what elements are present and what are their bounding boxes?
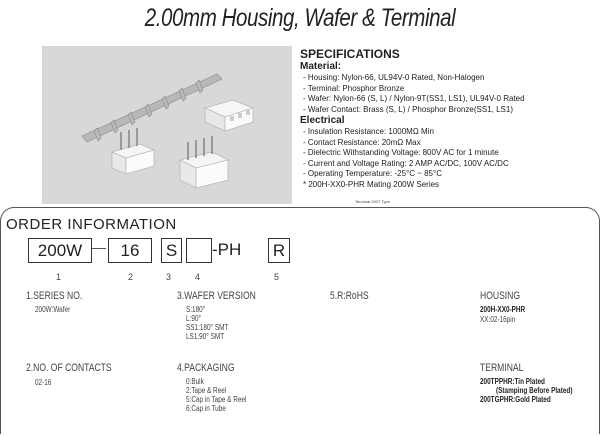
electrical-list [303,127,509,190]
terminal-title: TERMINAL [480,362,524,374]
contacts-value: 02-16 [35,378,52,387]
packaging-list [186,377,261,413]
code-number: 5 [274,272,280,282]
packaging-line: 6:Cap in Tube [186,404,226,413]
photo-caption: Terminal 200T Type [355,199,390,204]
electrical-heading: Electrical [300,115,345,126]
electrical-line: - Operating Temperature: -25°C ~ 85°C [303,169,442,178]
electrical-line: * 200H-XX0-PHR Mating 200W Series [303,179,440,189]
electrical-line: - Insulation Resistance: 1000MΩ Min [303,127,434,136]
material-heading: Material: [300,61,342,72]
code-dash [92,248,106,249]
series-title: 1.SERIES NO. [26,290,83,302]
electrical-line: - Current and Voltage Rating: 2 AMP AC/DC, 100V AC/DC [303,158,509,168]
material-line: - Wafer: Nylon-66 (S, L) / Nylon-9T(SS1, LS1), UL94V-0 Rated [303,94,525,103]
specifications-heading: SPECIFICATIONS [300,47,400,61]
code-number: 3 [166,272,172,282]
series-value: 200W:Wafer [35,305,71,314]
wafer-line: S:180° [186,305,206,314]
material-line: - Terminal: Phosphor Bronze [303,83,405,93]
housing-part: 200H-XX0-PHR [480,305,526,314]
connector-illustration [42,46,292,204]
code-number: 1 [56,272,62,282]
wafer-list [186,305,239,341]
wafer-line: SS1:180° SMT [186,323,229,332]
code-packaging-box [186,238,212,263]
order-information-heading: ORDER INFORMATION [6,216,177,233]
electrical-line: - Contact Resistance: 20mΩ Max [303,137,421,147]
packaging-title: 4.PACKAGING [177,362,235,374]
wafer-line: LS1:90° SMT [186,332,225,341]
material-line: - Wafer Contact: Brass (S, L) / Phosphor Bronze(SS1, LS1) [303,104,514,114]
code-number: 2 [128,272,134,282]
code-series-box: 200W [28,238,92,263]
electrical-line: - Dielectric Withstanding Voltage: 800V AC for 1 minute [303,148,499,157]
packaging-line: 5:Cap in Tape & Reel [186,395,247,404]
packaging-line: 0:Bulk [186,377,204,386]
terminal-line: 200TPPHR:Tin Plated [480,377,545,386]
code-ph-suffix: -PH [212,240,242,259]
material-list [303,73,525,115]
packaging-line: 2:Tape & Reel [186,386,227,395]
code-wafer-box: S [161,238,182,263]
terminal-line: 200TGPHR:Gold Plated [480,395,551,404]
material-line: - Housing: Nylon-66, UL94V-0 Rated, Non-Halogen [303,73,485,82]
code-number: 4 [195,272,201,282]
page-title: 2.00mm Housing, Wafer & Terminal [144,4,456,32]
wafer-title: 3.WAFER VERSION [177,290,256,302]
contacts-title: 2.NO. OF CONTACTS [26,362,112,374]
housing-range: XX:02-16pin [480,315,516,324]
terminal-list [480,377,596,404]
product-photo [42,46,292,204]
housing-title: HOUSING [480,290,521,302]
code-contacts-box: 16 [108,238,152,263]
terminal-line: (Stamping Before Plated) [496,386,573,395]
rohs-title: 5.R:RoHS [330,290,369,302]
wafer-line: L:90° [186,314,202,323]
code-rohs-box: R [268,238,290,263]
